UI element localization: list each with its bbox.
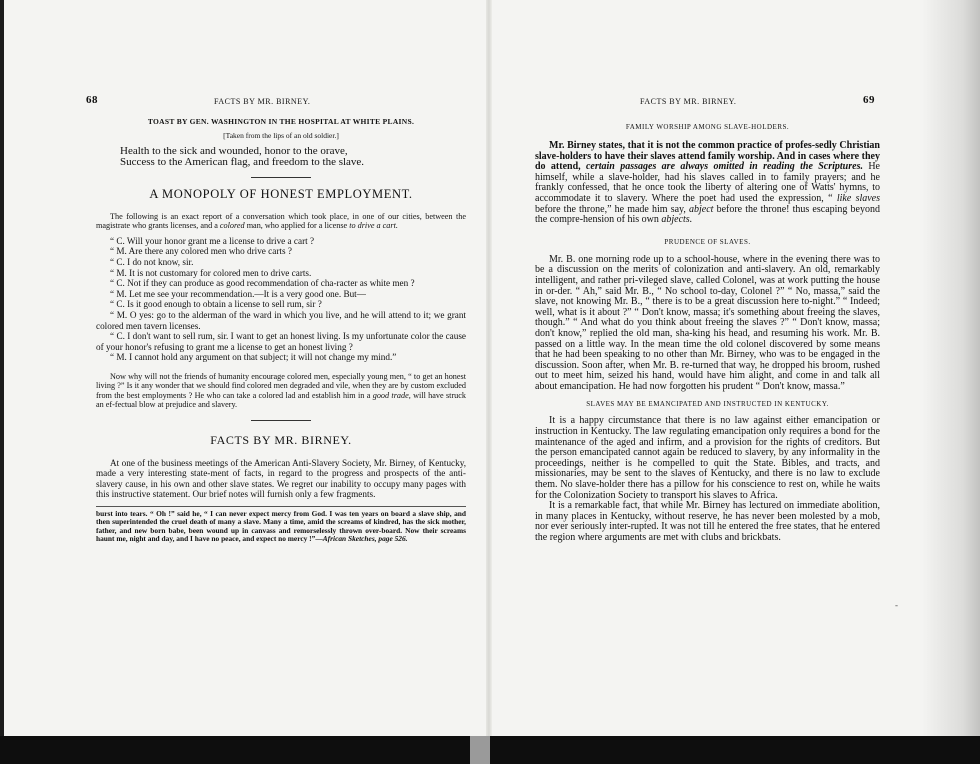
left-header (86, 94, 466, 113)
footnote-rule (96, 506, 466, 507)
right-page-number: 69 (863, 94, 875, 106)
scan-edge (0, 0, 4, 764)
scan-bottom-bar (0, 736, 980, 764)
birney-title: FACTS BY MR. BIRNEY. (210, 432, 352, 447)
dialog-line: “ M. O yes: go to the alderman of the ward in which you live, and he will attend to it; we grant colored men tavern licenses. (96, 309, 466, 331)
dialog-line: “ C. Not if they can produce as good recommendation of cha-racter as white men ? (110, 278, 415, 289)
toast-source: [Taken from the lips of an old soldier.] (223, 131, 339, 140)
worship-paragraph (535, 141, 880, 226)
dialog-line: “ C. I don't want to sell rum, sir. I want to get an honest living. Is my unfortunate color the cause of your honor's refusing to grant me a license to get an honest living ? (96, 331, 466, 352)
worship-text-d: like slaves (836, 192, 881, 204)
kentucky-paragraph-2: It is a remarkable fact, that while Mr. Birney has lectured on immediate abolition, in many places in Kentucky, without reserve, he has never been molested by a mob, nor ever seriously inter-rupted. It was not till he entered the free states, that he entered the region where arguments are met with clubs and brickbats. (535, 500, 880, 543)
monopoly-intro (96, 212, 466, 231)
page-edge-shadow (922, 0, 980, 764)
dialog-line: “ M. Are there any colored men who drive carts ? (110, 246, 292, 257)
dialog-line: “ M. Let me see your recommendation.—It is a very good one. But— (110, 288, 366, 299)
scan-bottom-gap (470, 736, 490, 764)
dialog (96, 236, 466, 363)
worship-text-e: before the throne,” he made him say, (535, 203, 690, 215)
toast-title: TOAST BY GEN. WASHINGTON IN THE HOSPITAL AT WHITE PLAINS. (147, 117, 415, 126)
left-running-head: FACTS BY MR. BIRNEY. (214, 97, 311, 106)
intro-text-c: man, who applied for a license (244, 221, 350, 231)
prudence-paragraph: Mr. B. one morning rode up to a school-house, where in the evening there was to be a discussion on the merits of colonization and anti-slavery. An old, remarkably intelligent, and rather pri-vileged slave, called Colonel, was at work putting the house in or-der. “ Ah,” said Mr. B., “ No school to-day, Colonel ?” “ No, massa,” said the slave, not knowing Mr. B., “ there is to be a great discussion here to-night.” “ Indeed; well, what is it about ?” “ Don't know, massa; it's something about freeing the slaves, though.” “ And what do you think about freeing the slaves ?” “ Don't know, massa; don't know,” replied the old man, sha-king his head, and resuming his work. Mr. B. passed on a little way. In the mean time the old colonel discovered by some means that he had been speaking to no other than Mr. Birney, who was to be engaged in the discussion. Soon after, when Mr. B. re-turned that way, he dropped his broom, rushed out to meet him, seized his hand, would have him alight, and come in and talk all about emancipation. He had now forgotten his prudent “ Don't know, massa.” (535, 253, 880, 392)
divider-rule (251, 177, 311, 178)
right-page (535, 0, 880, 544)
left-page-number: 68 (86, 94, 98, 106)
intro-text-b: colored (219, 221, 245, 231)
worship-title: FAMILY WORSHIP AMONG SLAVE-HOLDERS. (625, 123, 790, 131)
worship-text-h: abjects. (661, 214, 693, 226)
left-page (86, 0, 466, 544)
dialog-line: “ M. It is not customary for colored men to drive carts. (110, 267, 312, 278)
book-gutter (486, 0, 492, 764)
birney-intro: At one of the business meetings of the American Anti-Slavery Society, Mr. Birney, of Kentucky, made a very interesting state-ment of facts, in regard to the progress and prospects of the anti-slavery cause, in his own and other slave states. We regret our inability to occupy many pages with this instructive statement. Our brief notes will furnish only a few fragments. (96, 457, 466, 500)
worship-text-b: certain passages are always omitted in reading the Scriptures. (585, 161, 863, 173)
reflection-paragraph (96, 372, 466, 410)
worship-text-f: abject (689, 203, 714, 215)
reflection-text-c: will have struck an ef-fectual blow at prejudice and slavery. (96, 390, 466, 410)
worship-text-a: Mr. Birney states, that it is not the common practice of profes-sedly Christian slave-holders to have their slaves attend family worship. And in cases where they do attend, (535, 140, 880, 173)
right-header (535, 94, 880, 113)
right-running-head: FACTS BY MR. BIRNEY. (640, 97, 737, 106)
margin-mark: - (895, 600, 898, 610)
dialog-line: “ C. Is it good enough to obtain a license to sell rum, sir ? (110, 299, 322, 310)
worship-text-c: He himself, while a slave-holder, had his slaves called in to family prayers; and he frankly confessed, that he once took the liberty of altering one of Watts' hymns, to accommodate it to slavery. Where the poet had used the expression, “ (535, 161, 880, 204)
dialog-line: “ M. I cannot hold any argument on that subject; it will not change my mind.” (110, 352, 397, 363)
intro-text-a: The following is an exact report of a conversation which took place, in one of our cities, between the magistrate who grants licenses, and a (96, 212, 466, 231)
kentucky-paragraph-1: It is a happy circumstance that there is no law against either emancipation or instruction in Kentucky. The law regulating emancipation only requires a bond for the maintenance of the aged and infirm, and a provision for the rights of creditors. But the person emancipated cannot again be reduced to slavery, by any informality in the proceedings, neither is he compelled to quit the State. Bibles, and tracts, and missionaries, may be sent to the slaves of Kentucky, and there is no law to exclude them. No slave-holder there has a pillow for his conscience to rest on, while he waits for the Colonization Society to transport his slaves to Africa. (535, 415, 880, 501)
toast-line-2: Success to the American flag, and freedom to the slave. (120, 156, 365, 168)
footnote (96, 510, 466, 544)
monopoly-title: A MONOPOLY OF HONEST EMPLOYMENT. (149, 187, 413, 201)
reflection-text-b: good trade, (372, 390, 411, 400)
toast-line-1: Health to the sick and wounded, honor to the orave, (120, 145, 348, 157)
dialog-line: “ C. Will your honor grant me a license to drive a cart ? (110, 235, 315, 246)
intro-text-d: to drive a cart. (349, 221, 398, 231)
reflection-text-a: Now why will not the friends of humanity encourage colored men, especially young men, “ to get an honest living ?” Is it any wonder that we should find colored men degraded and vile, when they are by custom excluded from the best employments ? He who can take a colored lad and establish him in a (96, 371, 466, 400)
dialog-line: “ C. I do not know, sir. (110, 257, 194, 267)
footnote-citation: African Sketches, page 526. (322, 534, 408, 544)
worship-text-g: before the throne! thus escaping beyond the compre-hension of his own (535, 203, 880, 226)
kentucky-title: SLAVES MAY BE EMANCIPATED AND INSTRUCTED IN KENTUCKY. (586, 400, 829, 409)
footnote-text: burst into tears. “ Oh !” said he, “ I can never expect mercy from God. I was ten years on board a slave ship, and then superintended the cruel death of many a slave. Many a time, amid the screams of kindred, has the sick mother, father, and new born babe, been wound up in canvass and remorselessly thrown over-board. Now their screams haunt me, night and day, and I have no peace, and expect no mercy !”— (96, 508, 466, 544)
prudence-title: PRUDENCE OF SLAVES. (664, 237, 751, 246)
divider-rule (251, 420, 311, 421)
